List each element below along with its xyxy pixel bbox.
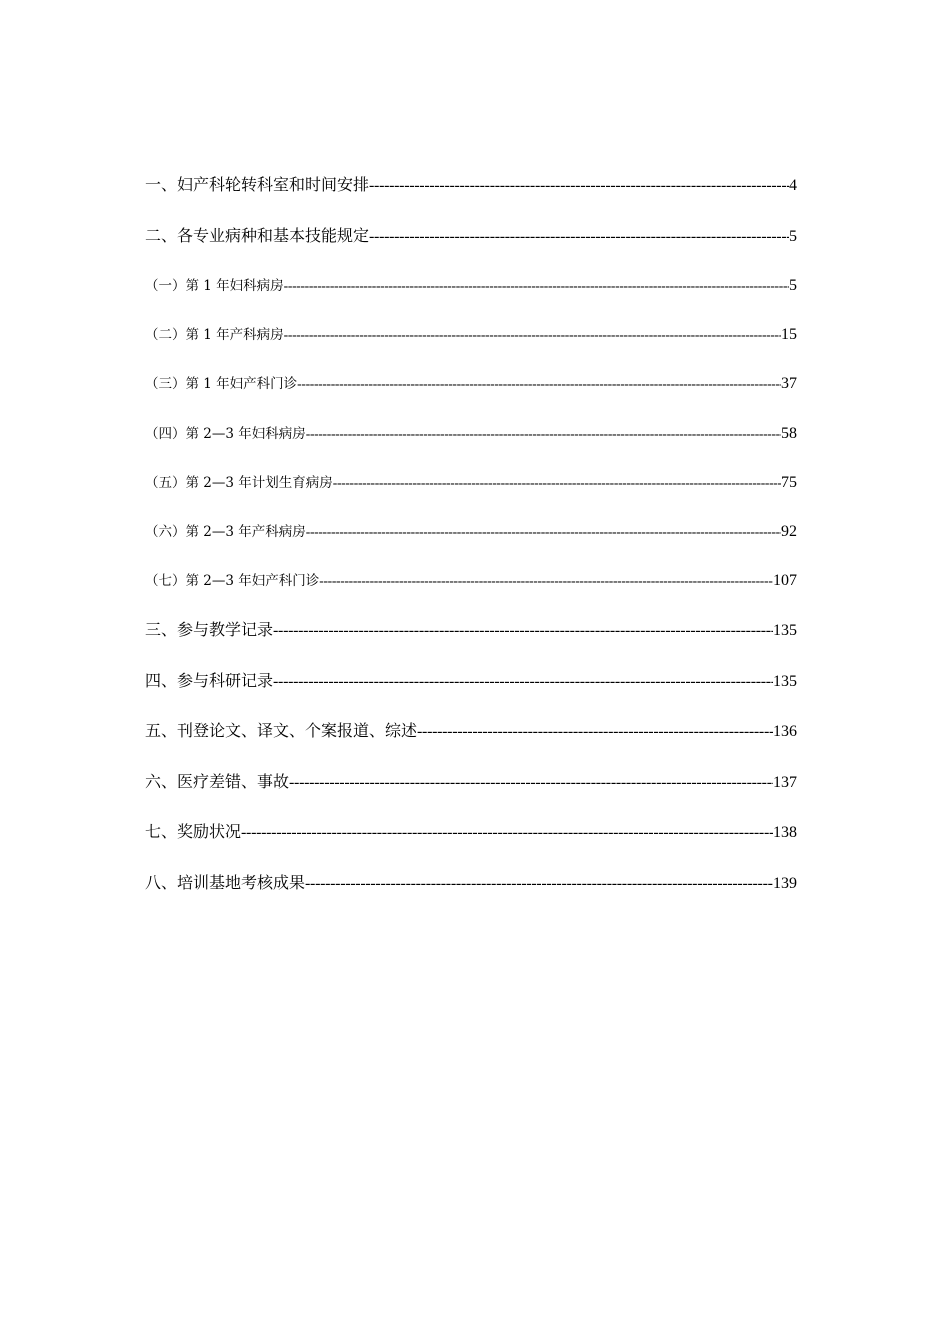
toc-entry-title: （四）第 2—3 年妇科病房 — [145, 425, 306, 442]
toc-entry[interactable] — [145, 868, 797, 919]
toc-leader-dashes — [306, 517, 781, 547]
toc-page-number: 4 — [789, 177, 797, 194]
toc-entry[interactable] — [145, 221, 797, 272]
toc-subentry[interactable] — [145, 419, 797, 468]
toc-entry[interactable] — [145, 817, 797, 868]
toc-entry-title: 二、各专业病种和基本技能规定 — [145, 225, 370, 245]
toc-entry-title: （六）第 2—3 年产科病房 — [145, 523, 306, 540]
toc-subentry[interactable] — [145, 320, 797, 369]
toc-entry-title: 一、妇产科轮转科室和时间安排 — [145, 175, 370, 194]
toc-entry[interactable] — [145, 767, 797, 818]
toc-entry-title: （五）第 2—3 年计划生育病房 — [145, 474, 333, 491]
toc-leader-dashes — [284, 320, 781, 350]
toc-page-number: 136 — [773, 723, 797, 741]
toc-entry-title: （二）第 1 年产科病房 — [145, 327, 284, 344]
toc-leader-dashes — [369, 222, 789, 252]
toc-entry[interactable] — [145, 170, 797, 221]
toc-leader-dashes — [284, 271, 789, 301]
toc-entry-title: （七）第 2—3 年妇产科门诊 — [145, 573, 320, 590]
toc-entry-title: 五、刊登论文、译文、个案报道、综述 — [145, 721, 418, 741]
table-of-contents — [145, 170, 797, 918]
toc-leader-dashes — [297, 369, 781, 399]
toc-entry[interactable] — [145, 666, 797, 717]
toc-leader-dashes — [305, 869, 773, 899]
toc-page-number: 92 — [781, 522, 797, 540]
toc-entry-title: （三）第 1 年妇产科门诊 — [145, 376, 298, 393]
toc-entry-title: 七、奖励状况 — [145, 822, 242, 842]
toc-leader-dashes — [319, 566, 773, 596]
toc-entry-title: （一）第 1 年妇科病房 — [145, 278, 284, 294]
toc-subentry[interactable] — [145, 369, 797, 418]
toc-entry-title: 六、医疗差错、事故 — [145, 771, 290, 791]
toc-leader-dashes — [273, 616, 773, 646]
toc-page-number: 107 — [773, 572, 797, 590]
toc-leader-dashes — [306, 419, 781, 449]
toc-leader-dashes — [333, 468, 781, 498]
toc-page-number: 135 — [773, 622, 797, 640]
toc-page-number: 135 — [773, 672, 797, 690]
toc-page-number: 137 — [773, 773, 797, 791]
toc-leader-dashes — [289, 768, 773, 798]
toc-entry[interactable] — [145, 716, 797, 767]
toc-entry-title: 八、培训基地考核成果 — [145, 872, 306, 892]
toc-entry[interactable] — [145, 615, 797, 666]
toc-leader-dashes — [417, 717, 773, 747]
toc-page-number: 37 — [781, 375, 797, 393]
toc-leader-dashes — [241, 818, 773, 848]
toc-entry-title: 三、参与教学记录 — [145, 620, 274, 640]
toc-page-number: 15 — [781, 326, 797, 344]
toc-leader-dashes — [273, 667, 773, 697]
toc-page-number: 138 — [773, 824, 797, 842]
toc-subentry[interactable] — [145, 517, 797, 566]
toc-page-number: 5 — [789, 277, 797, 294]
toc-page-number: 5 — [789, 227, 797, 245]
toc-subentry[interactable] — [145, 271, 797, 320]
toc-page-number: 75 — [781, 473, 797, 491]
toc-page-number: 139 — [773, 874, 797, 892]
toc-subentry[interactable] — [145, 566, 797, 615]
toc-page-number: 58 — [781, 424, 797, 442]
toc-subentry[interactable] — [145, 468, 797, 517]
toc-leader-dashes — [369, 171, 789, 201]
toc-entry-title: 四、参与科研记录 — [145, 670, 274, 690]
